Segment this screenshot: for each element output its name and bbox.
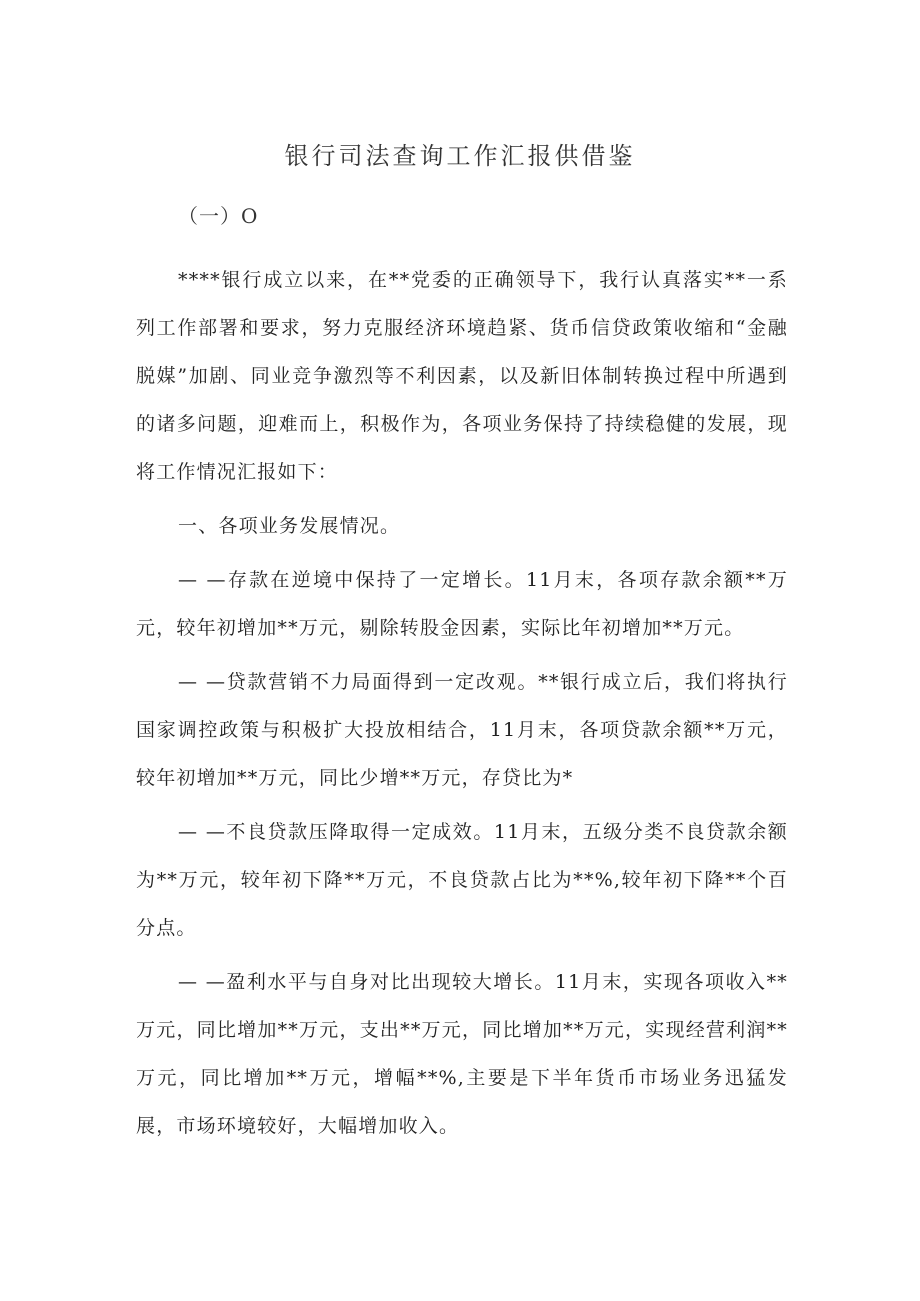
- paragraph-deposits: — —存款在逆境中保持了一定增长。11月末，各项存款余额**万元，较年初增加**万元，剔除转股金因素，实际比年初增加**万元。: [136, 569, 788, 639]
- paragraph-intro: ****银行成立以来，在**党委的正确领导下，我行认真落实**一系列工作部署和要求，努力克服经济环境趋紧、货币信贷政策收缩和“金融脱媒”加剧、同业竞争激烈等不利因素，以及新旧体制转换过程中所遇到的诸多问题，迎难而上，积极作为，各项业务保持了持续稳健的发展，现将工作情况汇报如下：: [136, 269, 788, 483]
- section-subheading: （一）O: [178, 204, 259, 228]
- document-title: 银行司法查询工作汇报供借鉴: [284, 142, 636, 170]
- section-heading-business: 一、各项业务发展情况。: [178, 515, 401, 537]
- document-body: [136, 256, 788, 1156]
- paragraph-nonperforming-loans: — —不良贷款压降取得一定成效。11月末，五级分类不良贷款余额为**万元，较年初下降**万元，不良贷款占比为**%,较年初下降**个百分点。: [136, 821, 788, 939]
- paragraph-profitability: — —盈利水平与自身对比出现较大增长。11月末，实现各项收入**万元，同比增加**万元，支出**万元，同比增加**万元，实现经营利润**万元，同比增加**万元，增幅**%,主要是下半年货币市场业务迅猛发展，市场环境较好，大幅增加收入。: [136, 971, 788, 1137]
- paragraph-loans: — —贷款营销不力局面得到一定改观。**银行成立后，我们将执行国家调控政策与积极扩大投放相结合，11月末，各项贷款余额**万元，较年初增加**万元，同比少增**万元，存贷比为*: [136, 671, 788, 789]
